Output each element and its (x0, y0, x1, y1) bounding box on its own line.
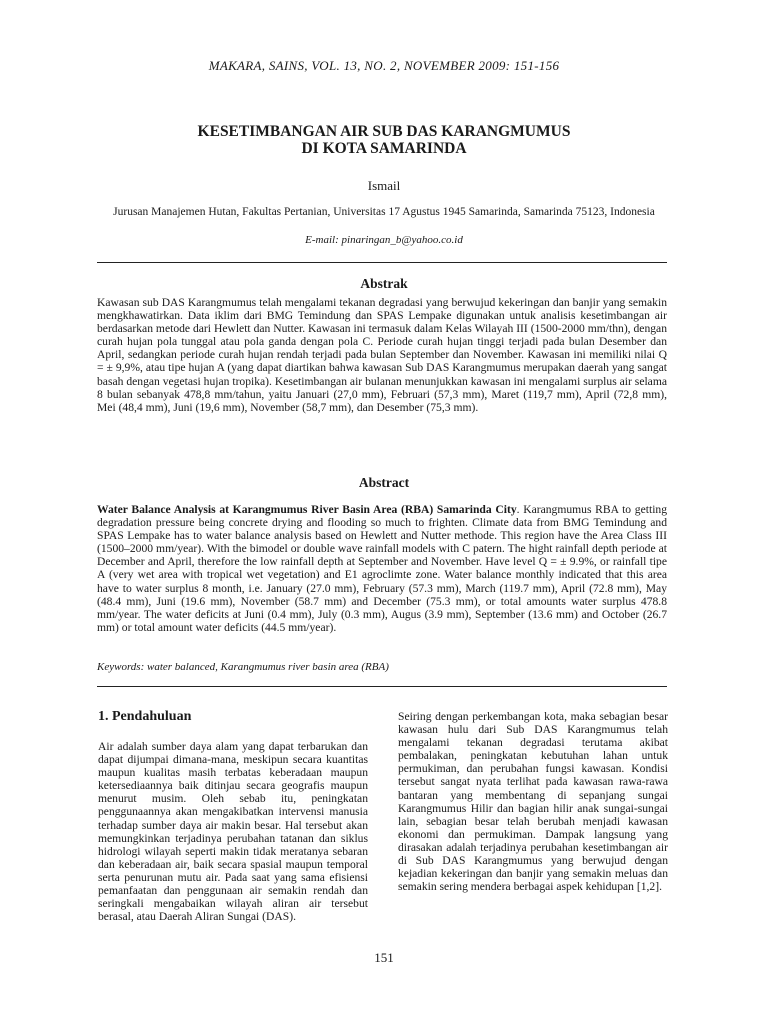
title-line-2: DI KOTA SAMARINDA (301, 140, 467, 157)
keywords: Keywords: water balanced, Karangmumus river basin area (RBA) (97, 661, 389, 673)
abstract-text: . Karangmumus RBA to getting degradation pressure being concrete drying and flooding so much to frighten. Climate data from BMG Temindung and SPAS Lempake has to water balance analysis based on Hewlett and Nutter methode. This region have the Area Class III (1500–2000 mm/year). With the bimodel or double wave rainfall models with C patern. The hight rainfall depth periode at December and April, therefore the low rainfall depth at September and November. Have level Q = ± 9.9%, or rainfall tipe A (very wet area with tropical wet vegetation) and E1 agroclimte zone. Water balance monthly indicated that this area have to water surplus 8 month, i.e. January (27.0 mm), February (57.3 mm), March (119.7 mm), April (72.8 mm), May (48.4 mm), Juni (19.6 mm), November (58.7 mm) and December (75.3 mm), or total amounts water surplus 478.8 mm/year. The water deficits at Juni (0.4 mm), July (0.3 mm), Augus (3.9 mm), September (13.6 mm) and October (26.7 mm) or total amount water deficits (44.5 mm/year). (97, 503, 668, 634)
abstract-heading: Abstract (358, 475, 410, 490)
author-name: Ismail (367, 178, 401, 193)
author-email: E-mail: pinaringan_b@yahoo.co.id (305, 234, 463, 246)
abstrak-heading: Abstrak (360, 276, 408, 291)
abstrak-text: Kawasan sub DAS Karangmumus telah mengalami tekanan degradasi yang berwujud kekeringan dan banjir yang semakin mengkhawatirkan. Data iklim dari BMG Temindung dan SPAS Lempake digunakan untuk analisis kesetimbangan air berdasarkan metode dari Hewlett dan Nutter. Kawasan ini termasuk dalam Kelas Wilayah III (1500-2000 mm/thn), dengan curah hujan pola tunggal atau pola ganda dengan pola C. Periode curah hujan tinggi terjadi pada bulan Desember dan April, sedangkan periode curah hujan rendah terjadi pada bulan September dan November. Kawasan ini memiliki nilai Q = ± 9,9%, atau tipe hujan A (yang dapat diartikan bahwa kawasan Sub DAS Karangmumus merupakan daerah yang sangat basah dengan vegetasi hujan tropika). Kesetimbangan air bulanan menunjukkan kawasan ini mengalami surplus air selama 8 bulan sebanyak 478,8 mm/tahun, yaitu Januari (27,0 mm), Februari (57,3 mm), Maret (119,7 mm), April (72,8 mm), Mei (48,4 mm), Juni (19,6 mm), November (58,7 mm), dan Desember (75,3 mm). (97, 296, 667, 414)
paper-title (0, 123, 768, 157)
author-affiliation: Jurusan Manajemen Hutan, Fakultas Pertanian, Universitas 17 Agustus 1945 Samarinda, Samarinda 75123, Indonesia (113, 206, 655, 218)
divider-top (97, 262, 667, 263)
divider-bottom (97, 686, 667, 687)
section-heading-pendahuluan: 1. Pendahuluan (98, 709, 192, 724)
abstract-english-title: Water Balance Analysis at Karangmumus River Basin Area (RBA) Samarinda City (97, 503, 517, 516)
page-number: 151 (374, 950, 394, 965)
title-line-1: KESETIMBANGAN AIR SUB DAS KARANGMUMUS (197, 123, 571, 140)
body-left-column: Air adalah sumber daya alam yang dapat terbarukan dan dapat dijumpai dimana-mana, meskipun secara kuantitas maupun kualitas masih terbatas keberadaan maupun ketersediaannya baik ditinjau secara geografis maupun menurut musim. Oleh sebab itu, peningkatan penggunaannya akan mengakibatkan intervensi manusia terhadap sumber daya air makin besar. Hal tersebut akan memungkinkan terjadinya perubahan tatanan dan siklus hidrologi wilayah seperti makin tidak meratanya sebaran dan keberadaan air, baik secara spasial maupun temporal serta penurunan mutu air. Pada saat yang sama efisiensi pemanfaatan dan penggunaan air semakin rendah dan seringkali mengabaikan wilayah aliran air tersebut berasal, atau Daerah Aliran Sungai (DAS). (98, 740, 368, 924)
abstract-paragraph (97, 503, 667, 634)
running-head: MAKARA, SAINS, VOL. 13, NO. 2, NOVEMBER 2009: 151-156 (208, 58, 560, 73)
body-right-column: Seiring dengan perkembangan kota, maka sebagian besar kawasan hulu dari Sub DAS Karangmumus telah mengalami tekanan degradasi terutama akibat pembalakan, peningkatan kebutuhan lahan untuk permukiman, dan perubahan fungsi kawasan. Kondisi tersebut sangat nyata terlihat pada kawasan rawa-rawa bantaran yang membentang di sepanjang sungai Karangmumus Hilir dan bagian hilir anak sungai-sungai lain, sebagian besar telah berubah menjadi kawasan ekonomi dan permukiman. Dampak langsung yang dirasakan adalah terjadinya perubahan kesetimbangan air di Sub DAS Karangmumus yang berwujud dengan kejadian kekeringan dan banjir yang semakin meluas dan semakin sering mendera berbagai aspek kehidupan [1,2]. (398, 710, 668, 894)
